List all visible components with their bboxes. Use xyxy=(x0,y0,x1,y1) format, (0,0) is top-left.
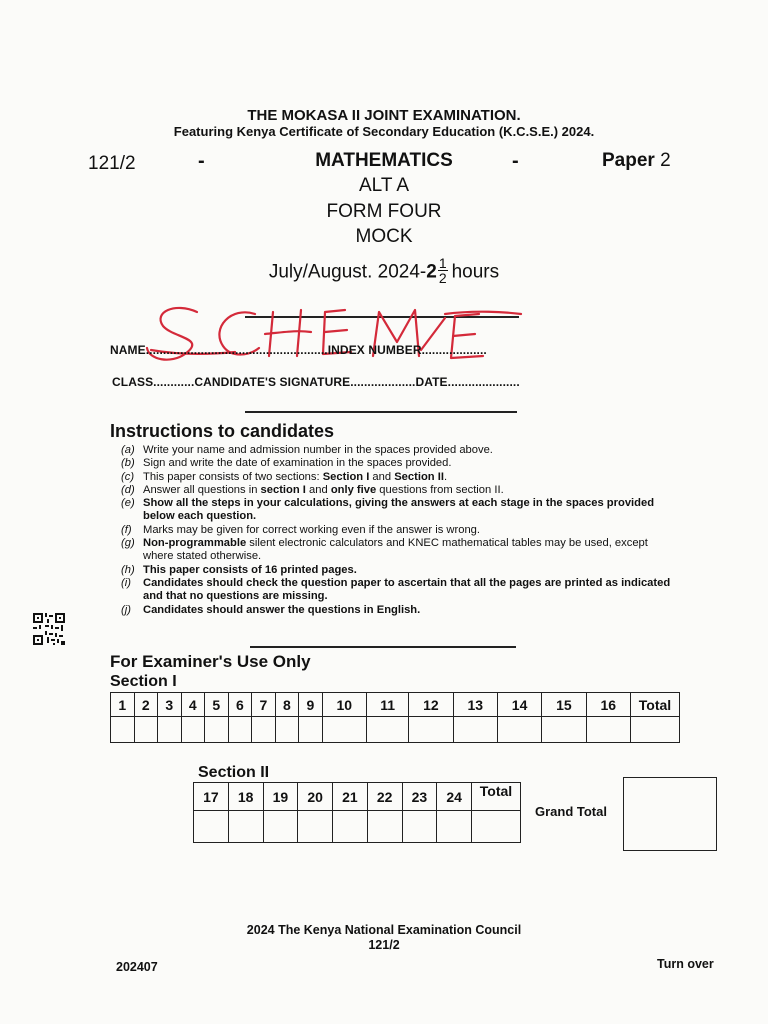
section1-score-cell[interactable] xyxy=(275,717,299,743)
divider-middle xyxy=(245,411,517,413)
paper-num: 2 xyxy=(660,150,671,171)
section2-score-cell[interactable] xyxy=(437,811,472,843)
section1-score-table xyxy=(110,692,680,743)
grand-total-box[interactable] xyxy=(623,777,717,851)
exam-title: THE MOKASA II JOINT EXAMINATION. xyxy=(247,107,521,124)
section1-header-cell: 14 xyxy=(497,693,541,717)
qr-code-icon xyxy=(33,613,65,645)
section1-header-cell: 15 xyxy=(542,693,586,717)
duration-line xyxy=(0,255,768,287)
section1-score-cell[interactable] xyxy=(252,717,276,743)
section1-score-cell[interactable] xyxy=(134,717,158,743)
footer-code: 121/2 xyxy=(368,938,400,952)
section1-header-cell: 7 xyxy=(252,693,276,717)
section2-header-cell: 17 xyxy=(194,783,229,811)
instruction-item: (j) Candidates should answer the questions in English. xyxy=(121,603,421,616)
section1-header-cell: 13 xyxy=(453,693,497,717)
separator-dash-right: - xyxy=(512,150,519,172)
duration-whole: 2 xyxy=(426,261,437,283)
subject-title: MATHEMATICS xyxy=(315,150,453,171)
paper-number xyxy=(602,150,671,172)
scheme-handwritten-stamp xyxy=(145,298,525,368)
section2-label: Section II xyxy=(198,764,270,781)
duration-prefix: July/August. 2024- xyxy=(268,261,427,283)
duration-fraction: $\frac{1}{2}$ xyxy=(438,255,447,286)
section1-header-cell: 9 xyxy=(299,693,323,717)
grand-total-label: Grand Total xyxy=(535,804,607,819)
section2-score-cell[interactable] xyxy=(333,811,368,843)
section1-header-cell: 12 xyxy=(409,693,453,717)
section2-header-cell: 18 xyxy=(228,783,263,811)
section2-score-cell[interactable] xyxy=(194,811,229,843)
section1-header-cell: 10 xyxy=(322,693,366,717)
section1-total-cell[interactable] xyxy=(631,717,680,743)
section1-header-cell: 3 xyxy=(158,693,182,717)
form-label: FORM FOUR xyxy=(326,201,442,222)
instruction-item: (g) Non-programmable silent electronic calculators and KNEC mathematical tables may be used, except where stated otherwise. xyxy=(121,537,648,563)
section1-header-cell: 4 xyxy=(181,693,205,717)
section2-header-cell: 24 xyxy=(437,783,472,811)
section2-header-row xyxy=(194,783,521,811)
section2-total-cell[interactable] xyxy=(472,811,521,843)
section2-score-cell[interactable] xyxy=(367,811,402,843)
section1-score-cell[interactable] xyxy=(299,717,323,743)
section1-score-cell[interactable] xyxy=(366,717,408,743)
paper-code: 121/2 xyxy=(88,153,136,174)
duration-suffix: hours xyxy=(451,261,500,283)
section2-score-row xyxy=(194,811,521,843)
section2-score-cell[interactable] xyxy=(263,811,298,843)
section1-header-cell: 11 xyxy=(366,693,408,717)
instruction-item: (e) Show all the steps in your calculations, giving the answers at each stage in the spaces provided below each question. xyxy=(121,497,655,523)
separator-dash-left: - xyxy=(198,150,205,172)
section1-score-cell[interactable] xyxy=(111,717,135,743)
divider-bottom xyxy=(250,646,516,648)
section2-header-cell: 20 xyxy=(298,783,333,811)
section1-score-cell[interactable] xyxy=(497,717,541,743)
section1-score-cell[interactable] xyxy=(586,717,630,743)
section1-header-cell: 6 xyxy=(228,693,252,717)
footer-council: 2024 The Kenya National Examination Council xyxy=(246,923,522,937)
instructions-list xyxy=(121,444,681,617)
instruction-item: (c) This paper consists of two sections: Section I and Section II. xyxy=(121,470,448,483)
section2-header-cell: 23 xyxy=(402,783,437,811)
section2-header-cell: 22 xyxy=(367,783,402,811)
section1-score-cell[interactable] xyxy=(158,717,182,743)
section1-score-cell[interactable] xyxy=(181,717,205,743)
section1-score-cell[interactable] xyxy=(205,717,229,743)
section1-header-cell: 8 xyxy=(275,693,299,717)
section1-score-cell[interactable] xyxy=(228,717,252,743)
examiner-title: For Examiner's Use Only xyxy=(110,652,311,671)
section1-total-header: Total xyxy=(631,693,680,717)
footer-serial: 202407 xyxy=(116,960,158,974)
section1-score-cell[interactable] xyxy=(322,717,366,743)
instruction-item: (d) Answer all questions in section I and only five questions from section II. xyxy=(121,483,504,496)
section1-label: Section I xyxy=(110,673,177,690)
section1-header-cell: 5 xyxy=(205,693,229,717)
instructions-title: Instructions to candidates xyxy=(110,421,335,441)
mock-label: MOCK xyxy=(355,226,413,247)
class-signature-date-field[interactable]: CLASS............CANDIDATE'S SIGNATURE...................DATE..................... xyxy=(112,375,520,389)
section2-score-cell[interactable] xyxy=(298,811,333,843)
instruction-item: (i) Candidates should check the question paper to ascertain that all the pages are printed as indicated and that no questions are missing. xyxy=(121,576,671,603)
section1-header-cell: 2 xyxy=(134,693,158,717)
section1-header-cell: 1 xyxy=(111,693,135,717)
section1-score-cell[interactable] xyxy=(453,717,497,743)
section2-score-table xyxy=(193,782,521,843)
section2-header-cell: 19 xyxy=(263,783,298,811)
instruction-item: (h) This paper consists of 16 printed pages. xyxy=(121,563,357,576)
section2-score-cell[interactable] xyxy=(402,811,437,843)
section2-score-cell[interactable] xyxy=(228,811,263,843)
alt-label: ALT A xyxy=(359,175,409,196)
instruction-item: (b) Sign and write the date of examination in the spaces provided. xyxy=(121,457,452,470)
section1-header-cell: 16 xyxy=(586,693,630,717)
section1-header-row xyxy=(111,693,680,717)
section1-score-row xyxy=(111,717,680,743)
section1-score-cell[interactable] xyxy=(542,717,586,743)
kcse-subtitle: Featuring Kenya Certificate of Secondary Education (K.C.S.E.) 2024. xyxy=(173,124,595,139)
section1-score-cell[interactable] xyxy=(409,717,453,743)
section2-header-cell: 21 xyxy=(333,783,368,811)
paper-word: Paper xyxy=(602,150,655,171)
section2-total-header: Total xyxy=(472,783,521,811)
instruction-item: (f) Marks may be given for correct working even if the answer is wrong. xyxy=(121,523,481,536)
name-index-field[interactable]: NAME.....................................................INDEX NUMBER................... xyxy=(110,343,487,357)
turn-over-label: Turn over xyxy=(657,957,714,971)
instruction-item: (a) Write your name and admission number in the spaces provided above. xyxy=(121,444,493,456)
